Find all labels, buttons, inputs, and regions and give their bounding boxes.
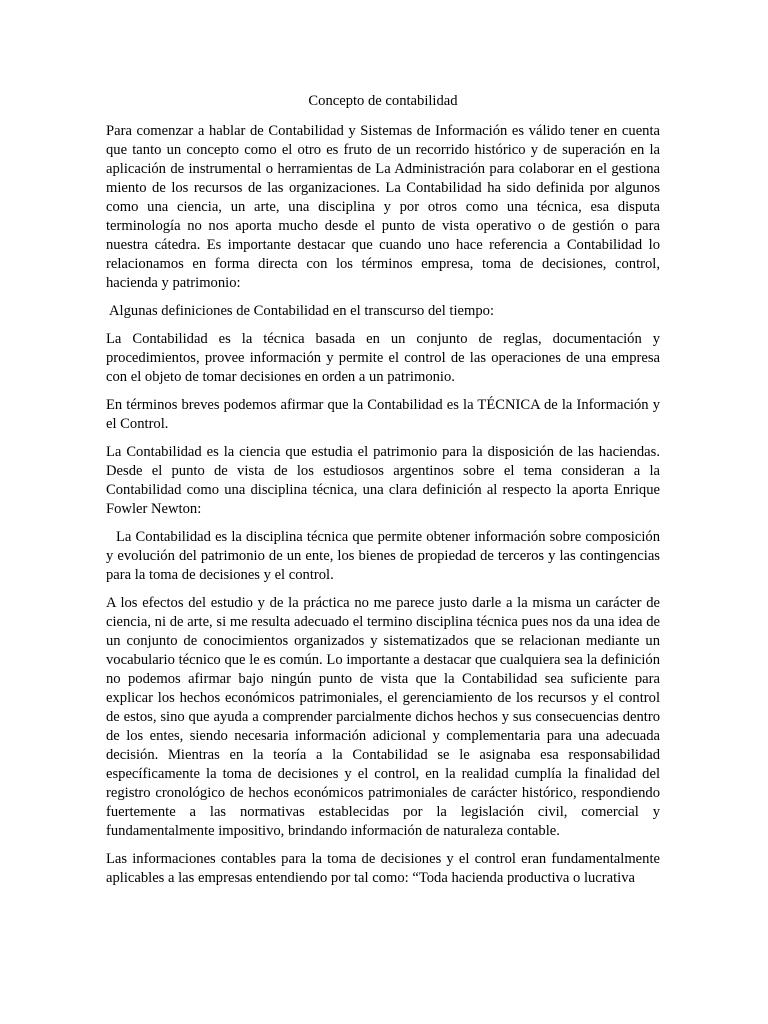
paragraph-definition-science: La Contabilidad es la ciencia que estudia el patrimonio para la disposición de las haciendas. Desde el punto de vista de los estudiosos argentinos sobre el tema consideran a la Contabilidad como una disciplina técnica, una clara definición al respecto la aporta Enrique Fowler Newton:: [106, 444, 660, 517]
document-title: Concepto de contabilidad: [308, 93, 458, 109]
paragraph-fowler-newton-quote: La Contabilidad es la disciplina técnica que permite obtener información sobre composición y evolución del patrimonio de un ente, los bienes de propiedad de terceros y las contingencias para la toma de decisiones y el control.: [106, 529, 660, 583]
paragraph-definition-technique: La Contabilidad es la técnica basada en un conjunto de reglas, documentación y procedimientos, provee información y permite el control de las operaciones de una empresa con el objeto de tomar decisiones en orden a un patrimonio.: [106, 331, 660, 385]
paragraph-definitions-heading: Algunas definiciones de Contabilidad en el transcurso del tiempo:: [109, 303, 495, 319]
paragraph-brief-terms: En términos breves podemos afirmar que la Contabilidad es la TÉCNICA de la Información y el Control.: [106, 397, 660, 432]
paragraph-business-information: Las informaciones contables para la toma de decisiones y el control eran fundamentalmente aplicables a las empresas entendiendo por tal como: “Toda hacienda productiva o lucrativa: [106, 851, 660, 886]
paragraph-intro: Para comenzar a hablar de Contabilidad y Sistemas de Información es válido tener en cuenta que tanto un concepto como el otro es fruto de un recorrido histórico y de superación en la aplicación de instrumental o herramientas de La Administración para colaborar en el gestiona miento de los recursos de las organizaciones. La Contabilidad ha sido definida por algunos como una ciencia, un arte, una disciplina y por otros como una técnica, esa disputa terminología no nos aporta mucho desde el punto de vista operativo o de gestión o para nuestra cátedra. Es importante destacar que cuando uno hace referencia a Contabilidad lo relacionamos en forma directa con los términos empresa, toma de decisiones, control, hacienda y patrimonio:: [106, 123, 660, 291]
document-body: [106, 92, 660, 898]
paragraph-discipline-discussion: A los efectos del estudio y de la práctica no me parece justo darle a la misma un carácter de ciencia, ni de arte, si me resulta adecuado el termino disciplina técnica pues nos da una idea de un conjunto de conocimientos organizados y sistematizados que se relacionan mediante un vocabulario técnico que le es común. Lo importante a destacar que cualquiera sea la definición no podemos afirmar bajo ningún punto de vista que la Contabilidad sea suficiente para explicar los hechos económicos patrimoniales, el gerenciamiento de los recursos y el control de estos, sino que ayuda a comprender parcialmente dichos hechos y sus consecuencias dentro de los entes, siendo necesaria información adicional y complementaria para una adecuada decisión. Mientras en la teoría a la Contabilidad se le asignaba esa responsabilidad específicamente la toma de decisiones y el control, en la realidad cumplía la finalidad del registro cronológico de hechos económicos patrimoniales de carácter histórico, respondiendo fuertemente a las normativas establecidas por la legislación civil, comercial y fundamentalmente impositivo, brindando información de naturaleza contable.: [106, 595, 660, 839]
